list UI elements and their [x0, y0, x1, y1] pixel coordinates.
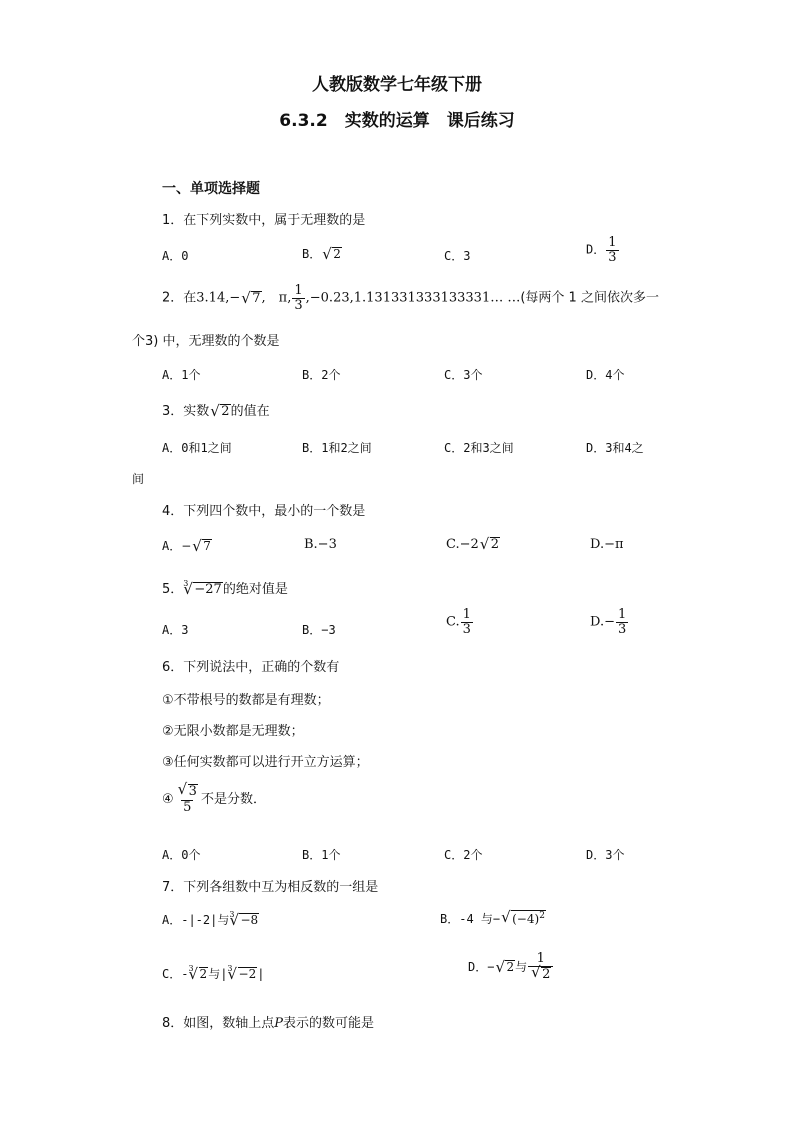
- question-5-stem: [162, 578, 288, 598]
- q4-a-radicand: 7: [203, 539, 211, 553]
- q7-c-radicand: 2: [199, 967, 208, 981]
- sqrt-sign: [480, 537, 500, 553]
- cube-root-index: 3: [183, 579, 189, 588]
- q7-d-radicand: 2: [506, 959, 515, 974]
- fraction: [616, 608, 628, 636]
- q7-option-a: [162, 911, 259, 928]
- cube-root-index: 3: [229, 910, 235, 919]
- q7-d-pre: D．−: [468, 959, 495, 974]
- q1-option-d: [586, 236, 620, 264]
- denominator: 5: [183, 799, 192, 815]
- denominator: 3: [617, 621, 627, 637]
- q5-option-b: B．−3: [302, 623, 336, 637]
- q7-option-d: [468, 952, 554, 983]
- numerator: 1: [294, 283, 303, 298]
- sqrt-sign: [322, 247, 342, 262]
- cube-root-index-2: 3: [227, 964, 233, 973]
- q4-option-d: D.−π: [590, 537, 624, 552]
- cbrt-sign-2: [228, 967, 258, 982]
- q2-option-c: C．3个: [444, 368, 483, 382]
- q6-option-b: B．1个: [302, 848, 341, 862]
- q6-statement-4: [162, 784, 266, 815]
- q2-nums-c: ,−0.23,1.131331333133331… …: [305, 290, 521, 306]
- question-7-stem: 7．下列各组数中互为相反数的一组是: [162, 880, 379, 895]
- sqrt-sign: [192, 539, 212, 554]
- q7-a-radicand: −8: [240, 913, 259, 927]
- q4-c-radicand: 2: [490, 537, 500, 552]
- fraction: [461, 608, 473, 636]
- numerator: [175, 784, 200, 800]
- q7-b-pre: B．-4 与−: [440, 912, 501, 926]
- q8-stem-pre: 8．如图，数轴上点: [162, 1016, 275, 1031]
- q5-option-c: [446, 608, 474, 636]
- question-3-stem: [162, 400, 270, 420]
- q3-option-c: C．2和3之间: [444, 441, 514, 455]
- q2-stem-pre: 2．在: [162, 290, 197, 306]
- sqrt-sign: [501, 910, 546, 927]
- q1-option-b: [302, 245, 342, 262]
- q1-option-d-label: D．: [586, 242, 606, 257]
- q5-stem-pre: 5．: [162, 582, 184, 597]
- sqrt-sign: [241, 291, 261, 307]
- numerator: 1: [608, 235, 617, 250]
- q4-option-b: B.−3: [304, 537, 337, 552]
- q5-stem-post: 的绝对值是: [222, 582, 288, 597]
- q1-option-b-label: B．: [302, 247, 322, 261]
- denominator: [528, 966, 553, 983]
- q7-b-radicand-wrap: [511, 910, 546, 927]
- q6-option-d: D．3个: [586, 848, 625, 862]
- q7-b-exponent: 2: [539, 911, 545, 921]
- question-8-stem: [162, 1012, 374, 1031]
- q3-stem-post: 的值在: [230, 404, 270, 419]
- fraction: [175, 784, 200, 815]
- question-2-stem-line2: 个3) 中，无理数的个数是: [132, 334, 280, 349]
- sqrt-sign: [178, 784, 198, 800]
- denominator: 3: [462, 621, 471, 637]
- cube-root-index: 3: [188, 964, 194, 973]
- q2-option-a: A．1个: [162, 368, 201, 382]
- q6-s4-pre: ④: [162, 791, 174, 807]
- document-subtitle: 6.3.2 实数的运算 课后练习: [279, 111, 515, 131]
- sqrt-sign: [531, 967, 551, 983]
- fraction: [606, 236, 618, 264]
- q6-s4-radicand: 3: [188, 784, 197, 799]
- q1-option-a: A．0: [162, 249, 189, 263]
- q6-statement-2: ②无限小数都是无理数；: [162, 724, 304, 739]
- q4-option-a-label: A．: [162, 539, 182, 553]
- denominator: 3: [294, 297, 303, 313]
- q5-option-c-label: C.: [446, 614, 460, 630]
- q3-option-b: B．1和2之间: [302, 441, 372, 455]
- cbrt-sign: [189, 967, 209, 982]
- q2-option-b: B．2个: [302, 368, 341, 382]
- q7-c-radicand-2: −2: [238, 967, 257, 981]
- q5-option-d: [590, 608, 629, 636]
- q7-a-pre: A．-|-2|与: [162, 913, 230, 927]
- cbrt-sign: [183, 582, 222, 598]
- q1-option-c: C．3: [444, 249, 471, 263]
- q4-option-a: [162, 537, 212, 554]
- q2-option-d: D．4个: [586, 368, 625, 382]
- numerator: 1: [462, 607, 471, 622]
- q7-d-mid: 与: [515, 959, 528, 974]
- question-1-stem: 1．在下列实数中，属于无理数的是: [162, 213, 366, 228]
- q3-option-d: D．3和4之: [586, 441, 644, 455]
- q7-d-den-radicand: 2: [542, 966, 551, 982]
- q6-statement-1: ①不带根号的数都是有理数；: [162, 693, 330, 708]
- q4-option-c-label: C.−2: [446, 537, 479, 552]
- q8-stem-post: 表示的数可能是: [283, 1016, 375, 1031]
- q3-stem-pre: 3．实数: [162, 404, 210, 419]
- q8-point-label: P: [274, 1016, 284, 1031]
- numerator: 1: [617, 607, 627, 622]
- fraction: [528, 952, 553, 983]
- q7-option-b: [440, 910, 546, 927]
- q2-radicand: 7: [252, 290, 261, 306]
- question-2-stem: [162, 284, 659, 312]
- sqrt-sign: [210, 404, 230, 420]
- q4-option-c: [446, 537, 500, 553]
- numerator: 1: [536, 951, 545, 966]
- q2-stem-post: (每两个 1 之间依次多一: [520, 290, 659, 306]
- q6-s4-post: 不是分数．: [200, 791, 266, 807]
- q4-a-sign: −: [181, 539, 192, 553]
- question-6-stem: 6．下列说法中，正确的个数有: [162, 660, 340, 675]
- q5-option-d-label: D.−: [590, 614, 615, 630]
- q2-nums-a: 3.14,−: [196, 290, 241, 306]
- q3-option-d-wrap: 间: [132, 472, 145, 486]
- q7-b-radicand: (−4): [512, 912, 540, 926]
- denominator: 3: [608, 249, 617, 265]
- q6-statement-3: ③任何实数都可以进行开立方运算；: [162, 755, 369, 770]
- q3-option-a: A．0和1之间: [162, 441, 232, 455]
- q6-option-c: C．2个: [444, 848, 483, 862]
- q5-option-a: A．3: [162, 623, 189, 637]
- q2-nums-b: , π,: [261, 290, 292, 306]
- sqrt-sign: [495, 960, 515, 975]
- q7-c-mid: 与|: [208, 967, 228, 981]
- fraction: [292, 284, 304, 312]
- document-title: 人教版数学七年级下册: [312, 75, 482, 95]
- q6-option-a: A．0个: [162, 848, 201, 862]
- q7-c-pre: C．-: [162, 967, 189, 981]
- q1-b-radicand: 2: [333, 247, 341, 261]
- q7-c-post: |: [257, 967, 265, 981]
- q7-option-c: [162, 965, 264, 982]
- section-heading: 一、单项选择题: [162, 181, 260, 197]
- cbrt-sign: [229, 913, 259, 928]
- q5-radicand: −27: [194, 582, 222, 597]
- q3-radicand: 2: [221, 404, 230, 419]
- question-4-stem: 4．下列四个数中，最小的一个数是: [162, 504, 366, 519]
